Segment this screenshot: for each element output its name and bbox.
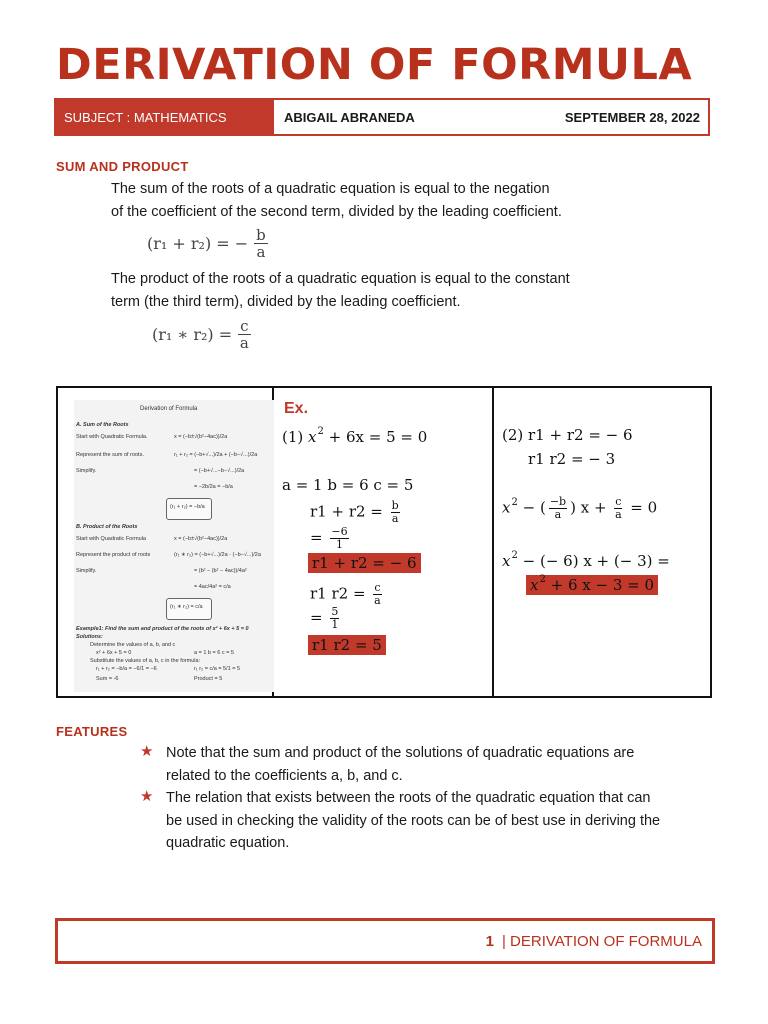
highlighted-result: r1 + r2 = − 6 <box>308 553 421 573</box>
thumb-step: Substitute the values of a, b, c in the formula: <box>90 658 201 664</box>
thumb-formula: x = (−b±√(b²−4ac))/2a <box>174 536 228 542</box>
example2-substitution <box>502 552 670 570</box>
features-heading: FEATURES <box>56 724 128 739</box>
example2-final-rest: + 6 x − 3 = 0 <box>550 576 655 594</box>
page-number: 1 <box>485 932 494 950</box>
example2-variable: x <box>502 498 511 517</box>
fraction-numerator: −6 <box>331 525 348 538</box>
fraction-numerator: c <box>374 581 381 594</box>
thumb-step: Represent the product of roots <box>76 552 151 558</box>
fraction-denominator: a <box>256 243 266 261</box>
example2-fraction <box>614 496 622 521</box>
sum-description <box>111 178 651 223</box>
thumb-formula: = −2b/2a = −b/a <box>194 484 233 490</box>
fraction-numerator: −b <box>549 495 567 508</box>
feature-line: related to the coefficients a, b, and c. <box>166 767 403 784</box>
thumb-result: (r₁ ∗ r₂) = c/a <box>170 604 203 610</box>
example2-substitution-rest: − (− 6) x + (− 3) = <box>522 552 670 570</box>
feature-item <box>166 787 714 855</box>
example2-general-form: $x^2$ − ( $\frac{-b}{a}$ ) x + $\frac{c}{a}$ = 0 <box>502 495 658 521</box>
fraction-denominator: 1 <box>331 618 339 631</box>
fraction-denominator: a <box>615 508 622 521</box>
thumb-formula: r₁ + r₂ = −b/a = −6/1 = −6 <box>96 666 157 672</box>
thumb-step: Product = 5 <box>194 676 223 682</box>
feature-line: The relation that exists between the roots of the quadratic equation that can <box>166 790 651 806</box>
footer-title: | DERIVATION OF FORMULA <box>501 932 702 950</box>
thumb-step: Represent the sum of roots. <box>76 452 144 458</box>
example2-x-term: x + <box>580 498 607 517</box>
example1-coefficients: a = 1 b = 6 c = 5 <box>282 476 414 494</box>
example1-sum-value <box>310 526 352 551</box>
highlighted-result: r1 r2 = 5 <box>308 635 386 655</box>
example2-sum: (2) r1 + r2 = − 6 <box>502 426 633 444</box>
thumb-step: a = 1 b = 6 c = 5 <box>194 650 234 656</box>
star-icon: ★ <box>140 743 154 760</box>
fraction-denominator: a <box>374 594 381 607</box>
example2-final <box>526 576 658 594</box>
example1-sum-formula <box>310 500 403 525</box>
sum-formula <box>147 227 268 260</box>
thumb-heading: A. Sum of the Roots <box>76 422 129 428</box>
page-footer <box>55 918 715 964</box>
example1-sum-lhs: r1 + r2 = <box>310 502 383 521</box>
example1-exponent: 2 <box>317 426 324 437</box>
example1-sum-result <box>308 554 421 572</box>
thumb-heading: B. Product of the Roots <box>76 524 138 530</box>
thumb-step: Sum = -6 <box>96 676 119 682</box>
subject-label: SUBJECT : MATHEMATICS <box>56 100 274 134</box>
example2-equals-zero: = 0 <box>630 498 658 517</box>
example2-product: r1 r2 = − 3 <box>528 450 616 468</box>
header-bar <box>54 98 710 136</box>
fraction-numerator: b <box>256 226 266 244</box>
column-divider <box>492 388 494 696</box>
thumb-formula: = (−b+√...−b−√...)/2a <box>194 468 245 474</box>
thumb-formula: = 4ac/4a² = c/a <box>194 584 231 590</box>
product-formula <box>152 318 251 351</box>
fraction-numerator: c <box>240 317 249 335</box>
product-formula-fraction <box>238 318 250 351</box>
thumb-step: Start with Quadratic Formula. <box>76 434 148 440</box>
thumb-formula: (r₁ ∗ r₂) = (−b+√...)/2a · (−b−√...)/2a <box>174 552 261 558</box>
thumb-example: Example1: Find the sum and product of the roots of x² + 6x + 5 = 0 <box>76 626 249 632</box>
example-label: Ex. <box>284 400 309 417</box>
highlighted-result <box>526 575 658 595</box>
thumb-formula: x = (−b±√(b²−4ac))/2a <box>174 434 228 440</box>
examples-panel <box>56 386 712 698</box>
example1-product-fraction <box>373 582 381 607</box>
sum-formula-fraction <box>254 227 268 260</box>
equals-sign: = <box>310 608 323 627</box>
feature-item <box>166 742 714 787</box>
fraction-numerator: b <box>391 499 399 512</box>
sum-description-line: of the coefficient of the second term, divided by the leading coefficient. <box>111 203 562 220</box>
thumb-step: Simplify. <box>76 468 97 474</box>
star-icon: ★ <box>140 788 154 805</box>
feature-line: be used in checking the validity of the roots can be of best use in deriving the <box>166 812 661 829</box>
author-name: ABIGAIL ABRANEDA <box>284 109 415 125</box>
sum-product-heading: SUM AND PRODUCT <box>56 159 189 174</box>
feature-line: quadratic equation. <box>166 835 290 851</box>
thumb-step: x² + 6x + 5 = 0 <box>96 650 132 656</box>
thumb-formula: r₁ r₂ = c/a = 5/1 = 5 <box>194 666 241 672</box>
fraction-denominator: a <box>239 334 249 352</box>
derivation-thumbnail <box>74 400 274 692</box>
example1-rest: + 6x = 5 = 0 <box>328 428 428 446</box>
fraction-numerator: c <box>615 495 622 508</box>
thumb-step: Determine the values of a, b, and c <box>90 642 176 648</box>
example1-sum-fraction <box>391 500 400 525</box>
document-date: SEPTEMBER 28, 2022 <box>564 109 700 125</box>
thumb-step: Simplify. <box>76 568 97 574</box>
sum-formula-left: (r₁ + r₂) = − <box>147 234 249 253</box>
product-description <box>111 268 651 313</box>
thumb-title: Derivation of Formula <box>140 406 198 412</box>
example2-variable: x <box>502 552 511 570</box>
product-formula-left: (r₁ ∗ r₂) = <box>152 325 233 344</box>
fraction-denominator: a <box>554 508 562 521</box>
example1-product-value-fraction <box>330 606 339 631</box>
example1-product-formula <box>310 582 385 607</box>
example2-variable: x <box>530 576 539 594</box>
thumb-result: (r₁ + r₂) = −b/a <box>170 504 205 510</box>
example1-equation <box>282 428 427 446</box>
product-description-line: term (the third term), divided by the leading coefficient. <box>111 293 461 310</box>
example1-product-result <box>308 636 386 654</box>
example2-exponent: 2 <box>511 550 518 561</box>
fraction-numerator: 5 <box>331 605 339 618</box>
example1-product-value <box>310 606 342 631</box>
example1-sum-value-fraction <box>330 526 348 551</box>
example2-fraction <box>549 496 567 521</box>
thumb-formula: = (b² − (b² − 4ac))/4a² <box>194 568 247 574</box>
fraction-denominator: a <box>391 512 399 525</box>
sum-description-line: The sum of the roots of a quadratic equation is equal to the negation <box>111 181 550 197</box>
thumb-step: Start with Quadratic Formula <box>76 536 146 542</box>
page-title: DERIVATION OF FORMULA <box>56 40 693 90</box>
example1-prefix: (1) <box>282 428 304 446</box>
example2-exponent: 2 <box>511 496 518 508</box>
fraction-denominator: 1 <box>335 538 343 551</box>
example2-exponent: 2 <box>539 574 546 585</box>
thumb-solutions: Solutions: <box>76 634 103 640</box>
feature-line: Note that the sum and product of the solutions of quadratic equations are <box>166 745 635 761</box>
product-description-line: The product of the roots of a quadratic equation is equal to the constant <box>111 271 570 287</box>
example1-variable: x <box>308 428 317 446</box>
equals-sign: = <box>310 528 323 547</box>
minus-sign: − <box>522 498 536 517</box>
example1-product-lhs: r1 r2 = <box>310 584 366 603</box>
thumb-formula: r₁ + r₂ = (−b+√...)/2a + (−b−√...)/2a <box>174 452 258 458</box>
